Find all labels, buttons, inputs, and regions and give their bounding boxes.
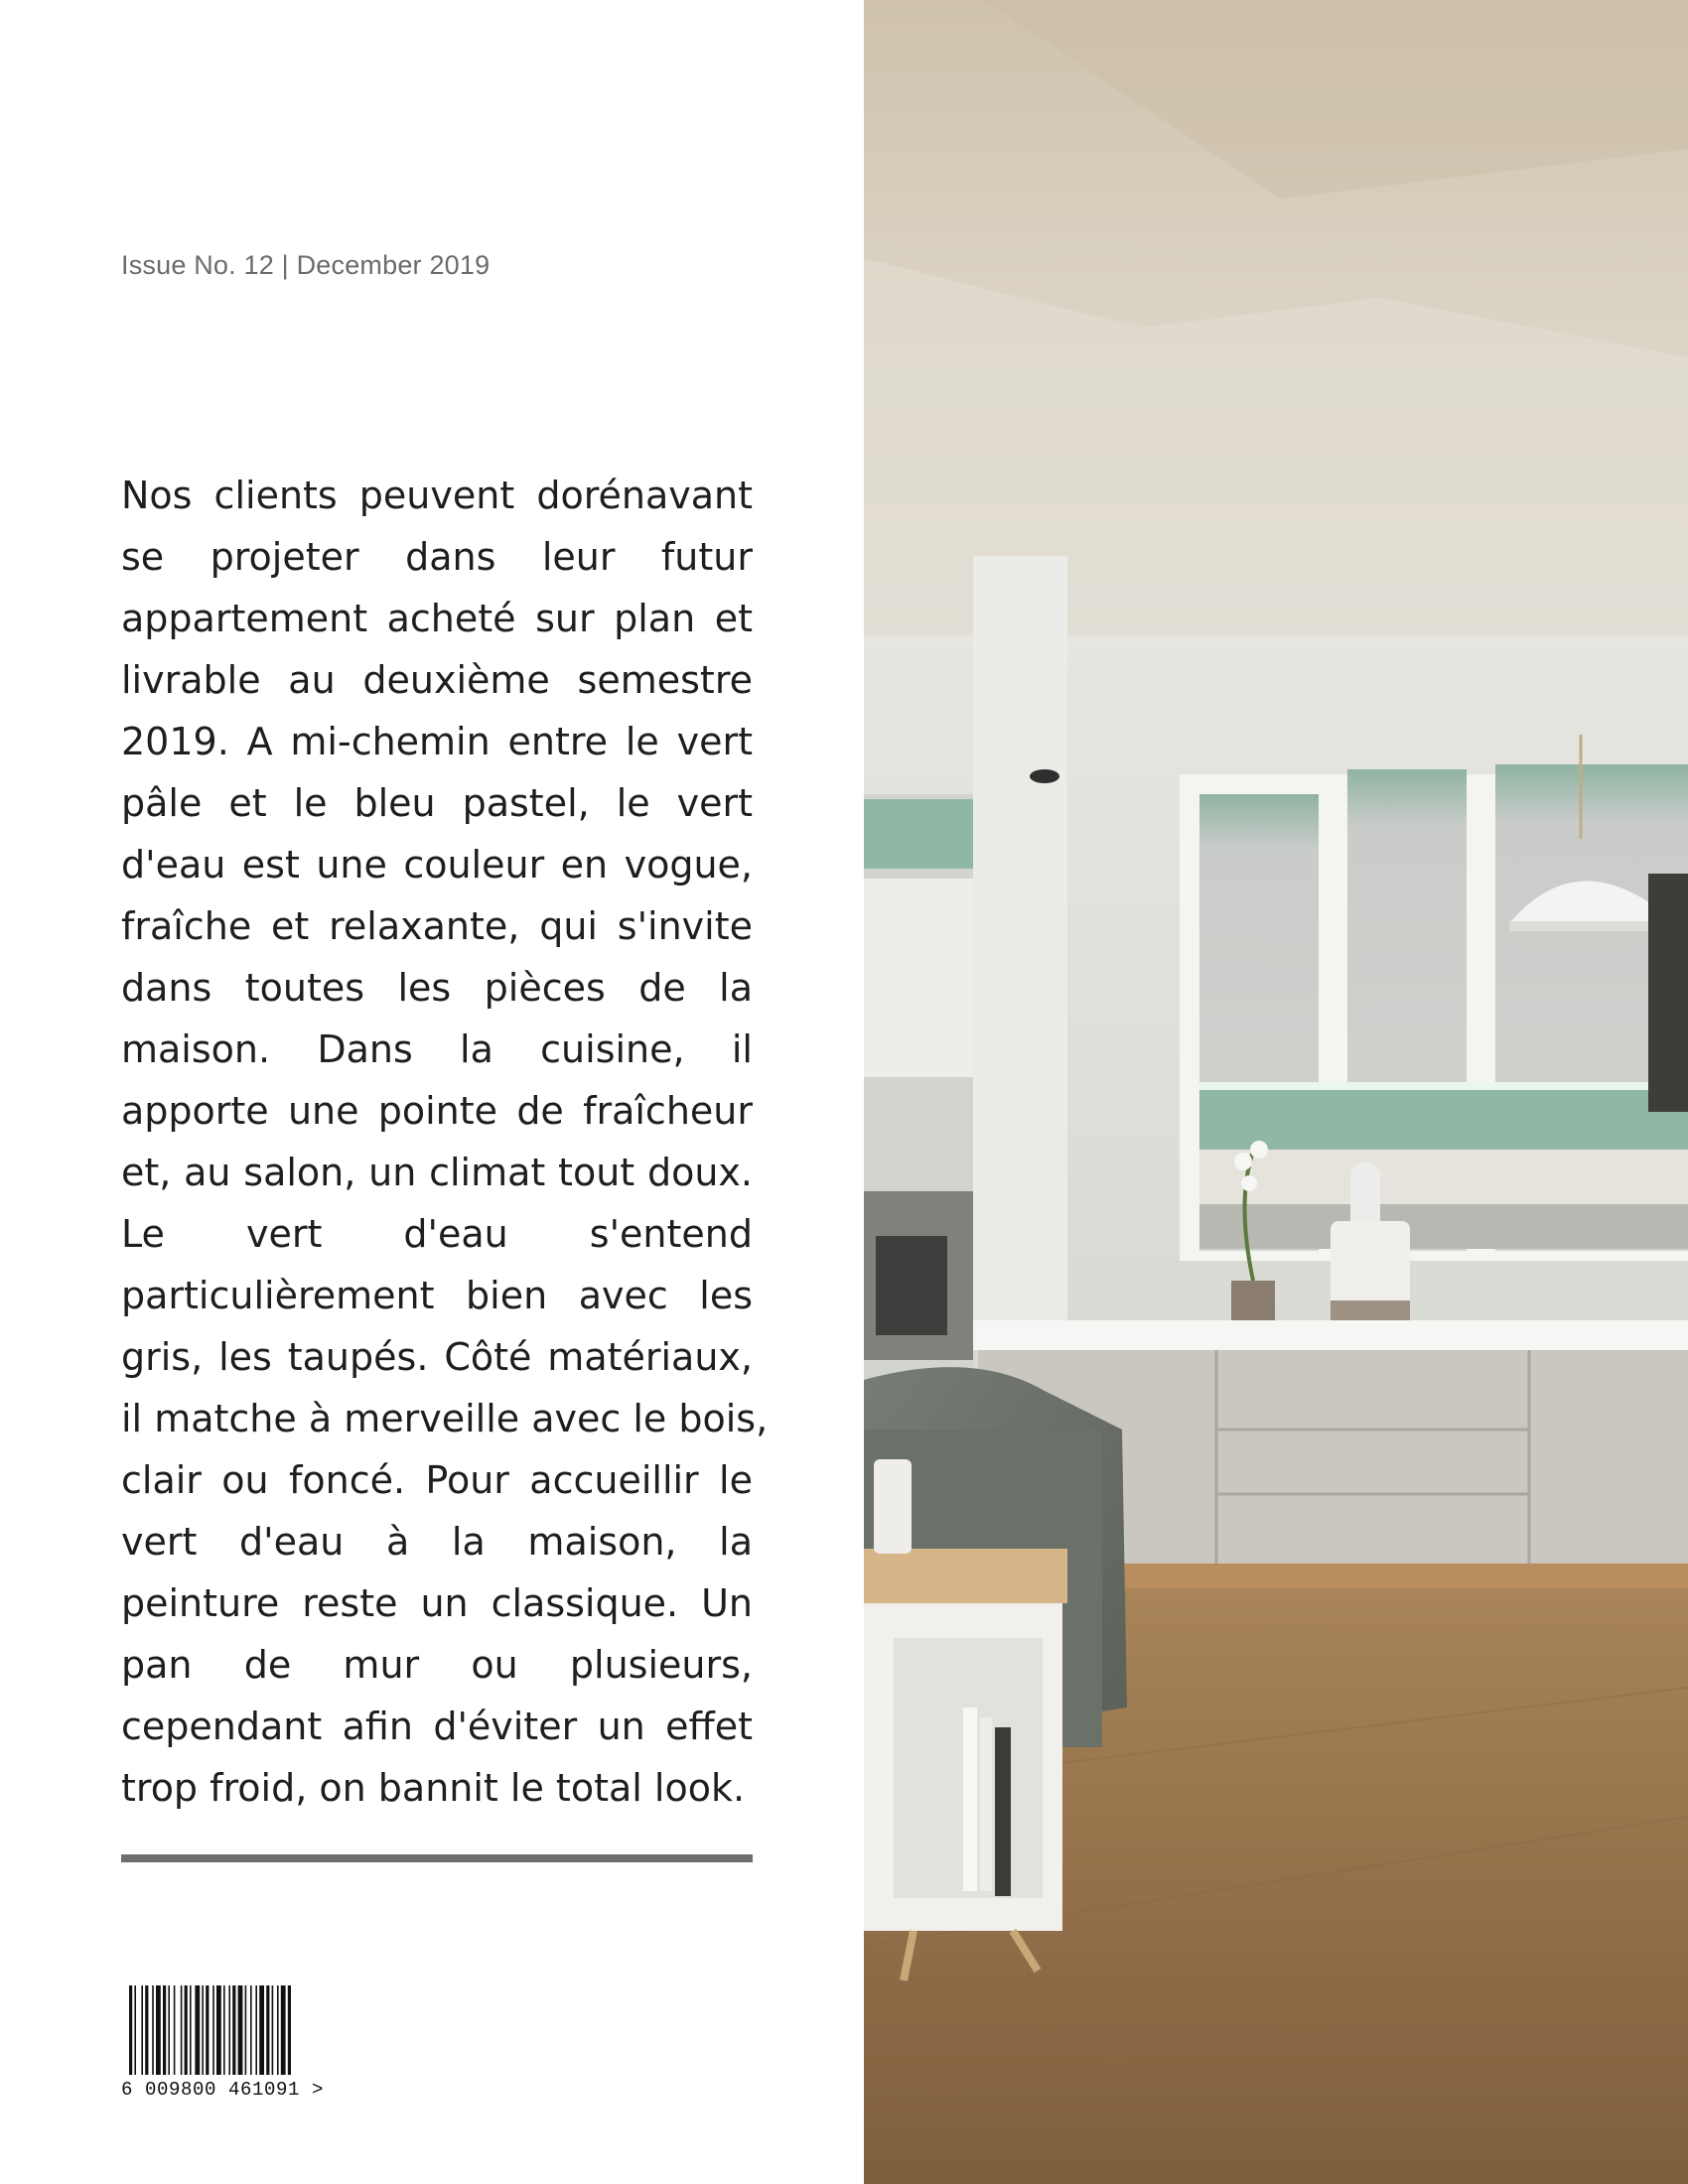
article-line: pan de mur ou plusieurs, [121, 1643, 753, 1687]
article-line: particulièrement bien avec les [121, 1274, 753, 1317]
article-line: et, au salon, un climat tout doux. [121, 1151, 753, 1194]
issue-line: Issue No. 12 | December 2019 [121, 250, 491, 280]
article-line: appartement acheté sur plan et [121, 597, 753, 640]
article-line: Nos clients peuvent dorénavant [121, 474, 753, 517]
article-line: fraîche et relaxante, qui s'invite [121, 904, 753, 948]
interior-photo [864, 0, 1688, 2184]
article-line: vert d'eau à la maison, la [121, 1520, 753, 1564]
article-line: trop froid, on bannit le total look. [121, 1766, 746, 1810]
article-line: livrable au deuxième semestre [121, 658, 753, 702]
article-line: apporte une pointe de fraîcheur [121, 1089, 753, 1133]
article-line: peinture reste un classique. Un [121, 1581, 753, 1625]
article-line: clair ou foncé. Pour accueillir le [121, 1458, 753, 1502]
article-line: gris, les taupés. Côté matériaux, [121, 1335, 753, 1379]
barcode-icon [121, 1985, 350, 2079]
article-line: se projeter dans leur futur [121, 535, 753, 579]
article-line: cependant afin d'éviter un effet [121, 1705, 753, 1748]
article-line: pâle et le bleu pastel, le vert [121, 781, 753, 825]
article-line: il matche à merveille avec le bois, [121, 1397, 769, 1440]
interior-photo-icon [864, 0, 1688, 2184]
article-line: maison. Dans la cuisine, il [121, 1027, 753, 1071]
article-line: dans toutes les pièces de la [121, 966, 753, 1010]
article-line: d'eau est une couleur en vogue, [121, 843, 753, 887]
barcode-number: 6 009800 461091 > [121, 2079, 325, 2101]
divider-rule [121, 1854, 753, 1862]
article-body [121, 465, 769, 1819]
article-line: 2019. A mi-chemin entre le vert [121, 720, 753, 763]
article-line: Le vert d'eau s'entend [121, 1212, 753, 1256]
